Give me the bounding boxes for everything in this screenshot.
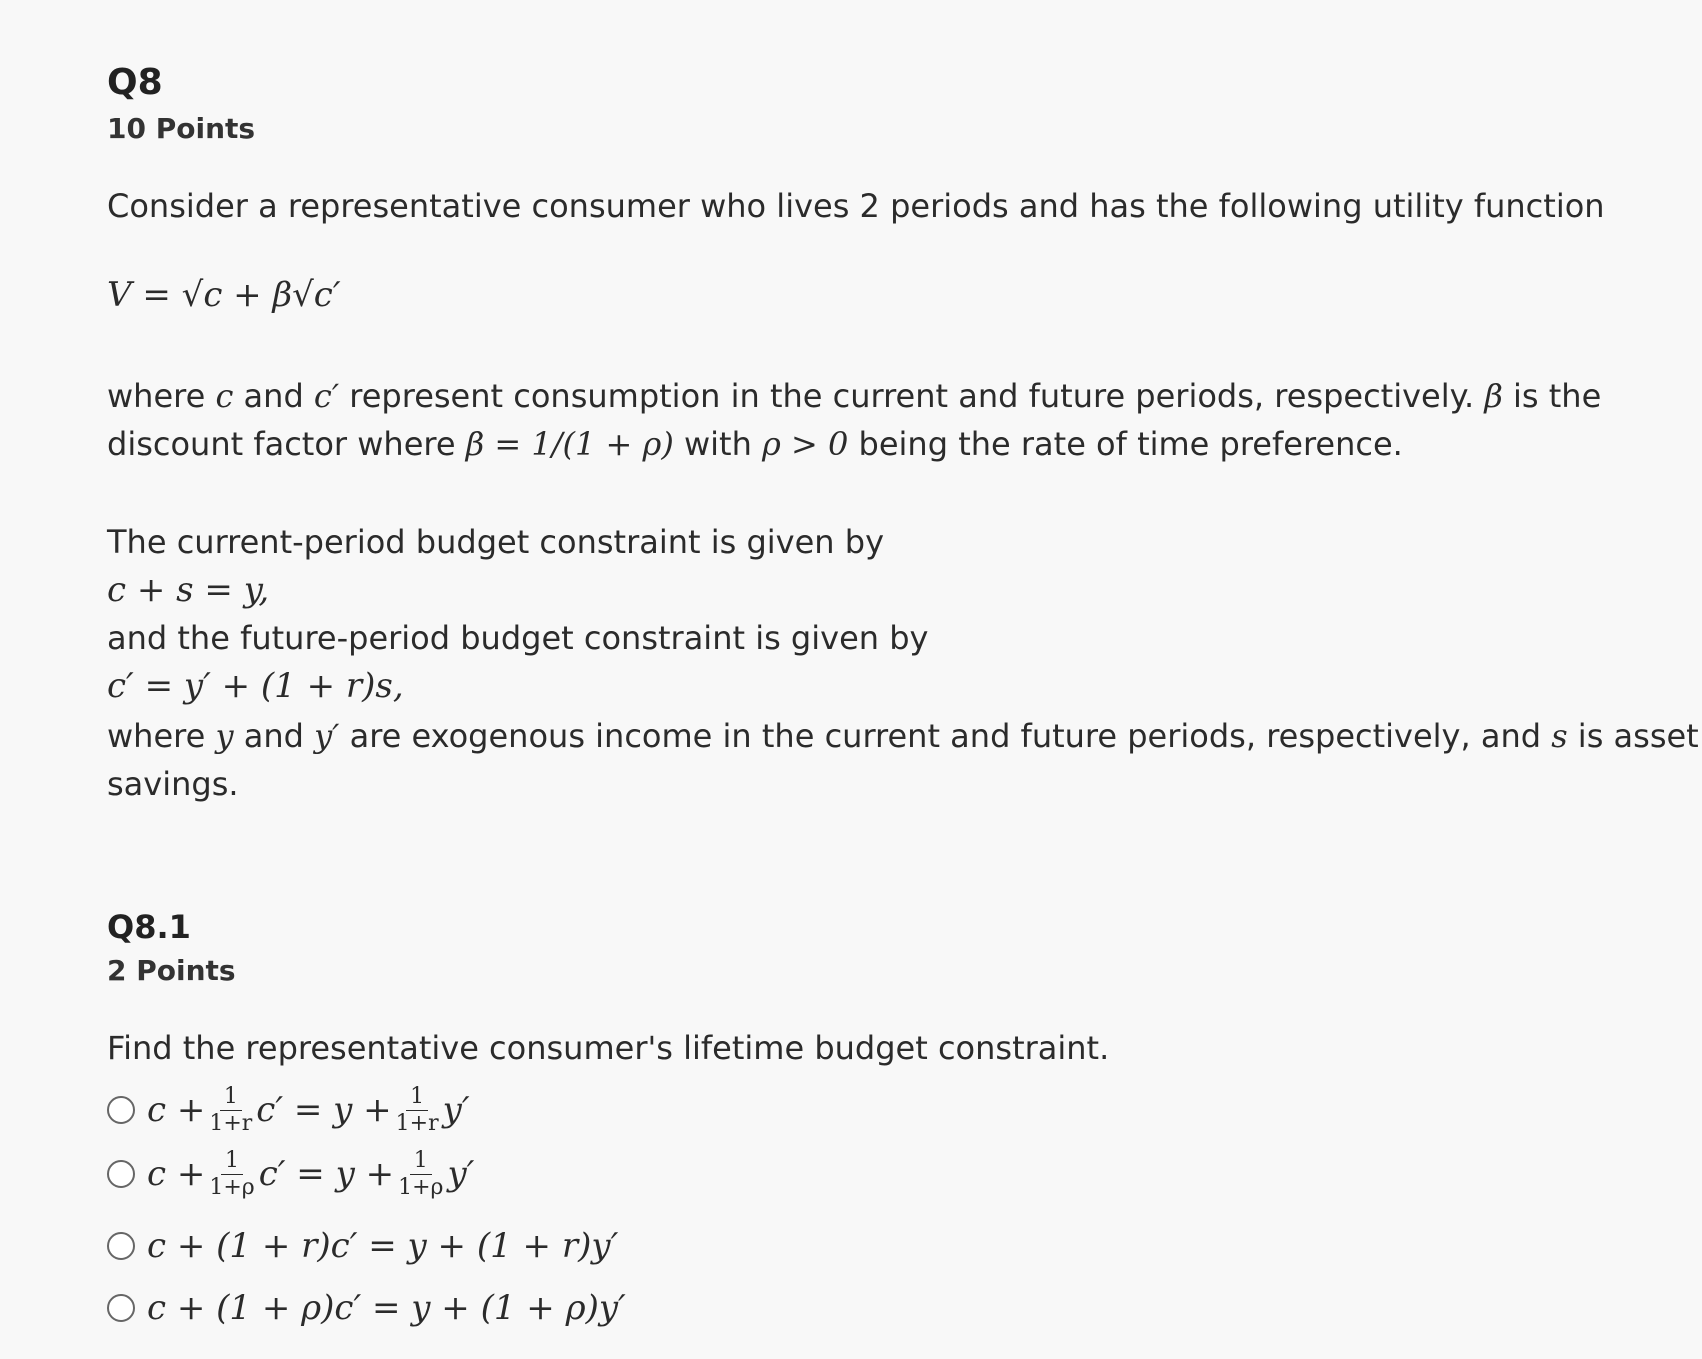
math-var-y-prime: y′ (314, 717, 340, 755)
definition-paragraph (107, 372, 1627, 420)
text-segment: represent consumption in the current and future periods, respectively. (339, 377, 1485, 415)
budget-equation-current: c + s = y, (107, 570, 270, 610)
formula-part: c + (147, 1154, 206, 1194)
question-points: 10 Points (107, 112, 256, 145)
fraction (395, 1083, 439, 1136)
fraction-denominator: 1+ρ (398, 1174, 444, 1200)
text-segment: is the (1502, 377, 1602, 415)
answer-option-4[interactable] (107, 1280, 626, 1336)
radio-button[interactable] (107, 1160, 135, 1188)
exogenous-paragraph (107, 712, 1699, 760)
text-segment: is asset (1567, 717, 1699, 755)
math-var-y: y (215, 717, 234, 755)
text-segment: and (233, 717, 315, 755)
subquestion-points: 2 Points (107, 954, 236, 987)
radio-button[interactable] (107, 1294, 135, 1322)
fraction-denominator: 1+ρ (209, 1174, 255, 1200)
exogenous-paragraph-line2: savings. (107, 765, 239, 803)
option-formula (147, 1226, 618, 1266)
definition-paragraph-line2 (107, 420, 1627, 468)
subquestion-prompt: Find the representative consumer's lifetime budget constraint. (107, 1029, 1110, 1067)
answer-option-3[interactable] (107, 1218, 618, 1274)
text-segment: where (107, 377, 216, 415)
text-segment: being the rate of time preference. (848, 425, 1403, 463)
formula-part: y′ (442, 1090, 470, 1130)
budget-intro: The current-period budget constraint is given by (107, 523, 884, 561)
budget-mid: and the future-period budget constraint is given by (107, 619, 929, 657)
fraction-numerator: 1 (221, 1150, 243, 1175)
question-title: Q8 (107, 62, 163, 103)
fraction-denominator: 1+r (395, 1110, 439, 1136)
radio-button[interactable] (107, 1232, 135, 1260)
text-segment: are exogenous income in the current and future periods, respectively, and (339, 717, 1552, 755)
fraction-numerator: 1 (220, 1086, 242, 1111)
text-segment: and (233, 377, 314, 415)
math-var-c: c (215, 377, 234, 415)
utility-equation: V = √c + β√c′ (107, 275, 341, 315)
fraction-denominator: 1+r (209, 1110, 253, 1136)
answer-option-2[interactable] (107, 1146, 474, 1202)
formula-part: c + (1 + r)c′ = y + (1 + r)y′ (147, 1226, 619, 1266)
math-var-c-prime: c′ (313, 377, 340, 415)
fraction-numerator: 1 (406, 1086, 428, 1111)
subquestion-title: Q8.1 (107, 908, 191, 946)
option-formula (147, 1147, 475, 1200)
text-segment: where (107, 717, 216, 755)
budget-equation-future: c′ = y′ + (1 + r)s, (107, 666, 404, 706)
formula-part: y′ (447, 1154, 475, 1194)
formula-part: c + (147, 1090, 206, 1130)
math-var-s: s (1551, 717, 1568, 755)
fraction (209, 1147, 255, 1200)
answer-option-1[interactable] (107, 1082, 470, 1138)
math-beta-def: β = 1/(1 + ρ) (465, 425, 674, 463)
option-formula (147, 1083, 470, 1136)
text-segment: discount factor where (107, 425, 466, 463)
text-segment: with (673, 425, 763, 463)
fraction (398, 1147, 444, 1200)
fraction (209, 1083, 253, 1136)
formula-part: c′ = y + (256, 1090, 392, 1130)
math-var-beta: β (1484, 377, 1503, 415)
formula-part: c′ = y + (258, 1154, 395, 1194)
option-formula (147, 1288, 626, 1328)
radio-button[interactable] (107, 1096, 135, 1124)
fraction-numerator: 1 (410, 1150, 432, 1175)
math-rho-cond: ρ > 0 (762, 425, 849, 463)
formula-part: c + (1 + ρ)c′ = y + (1 + ρ)y′ (147, 1288, 626, 1328)
question-intro: Consider a representative consumer who lives 2 periods and has the following utility function (107, 187, 1605, 225)
